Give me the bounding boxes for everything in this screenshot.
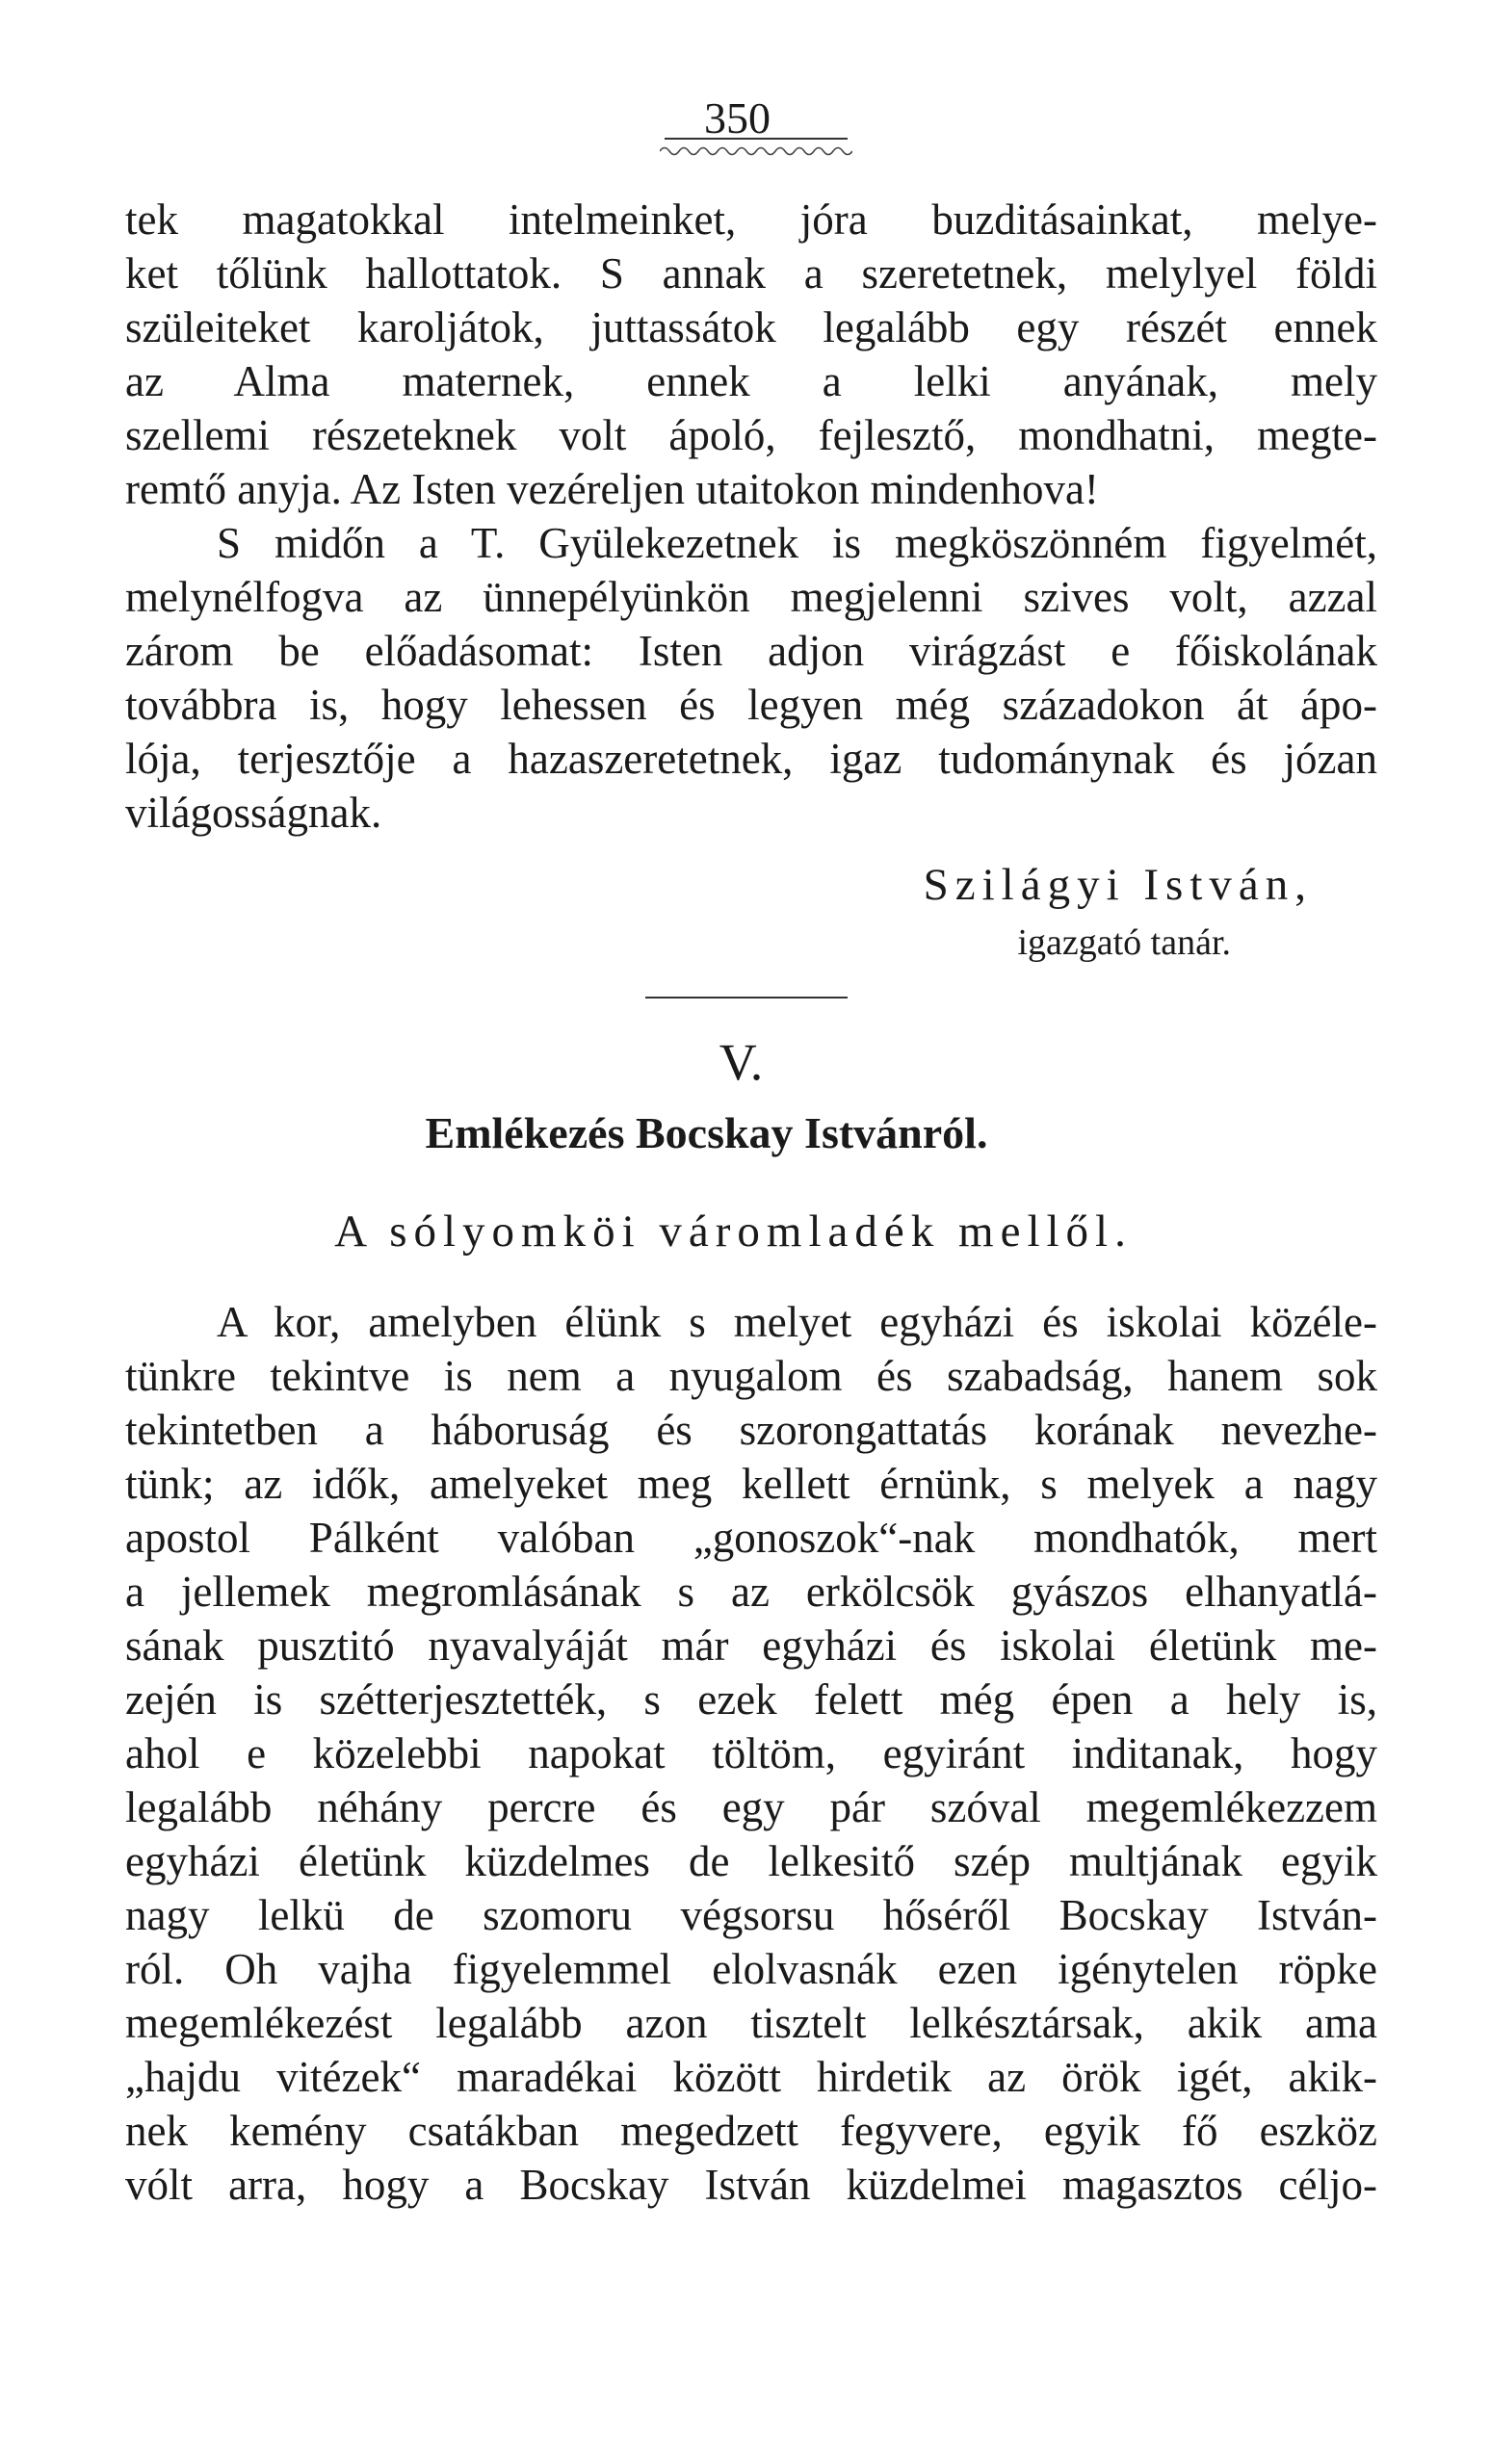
page-number-underline [665,138,848,140]
text-line: remtő anyja. Az Isten vezéreljen utaitokon mindenhova! [125,465,1099,513]
section-divider [645,997,848,999]
text-line: egyházi életünk küzdelmes de lelkesitő szép multjának egyik [125,1837,1377,1885]
text-line: legalább néhány percre és egy pár szóval megemlékezzem [125,1783,1377,1831]
text-line: melynélfogva az ünnepélyünkön megjelenni szives volt, azzal [125,573,1377,621]
text-line: A kor, amelyben élünk s melyet egyházi és iskolai közéle- [217,1298,1377,1346]
text-line: tek magatokkal intelmeinket, jóra buzditásainkat, melye- [125,195,1377,244]
text-line: világosságnak. [125,789,382,837]
text-line: nek kemény csatákban megedzett fegyvere, egyik fő eszköz [125,2107,1377,2155]
text-line: továbbra is, hogy lehessen és legyen még századokon át ápo- [125,681,1377,729]
signature-name: Szilágyi István, [923,860,1313,910]
text-line: nagy lelkü de szomoru végsorsu hőséről Bocskay István- [125,1891,1377,1939]
text-line: tünkre tekintve is nem a nyugalom és szabadság, hanem sok [125,1352,1377,1400]
text-line: apostol Pálként valóban „gonoszok“-nak mondhatók, mert [125,1514,1377,1562]
page-number: 350 [704,93,771,143]
text-line: zárom be előadásomat: Isten adjon virágzást e főiskolának [125,627,1377,675]
section-subtitle: A sólyomköi váromladék mellől. [334,1206,1133,1257]
text-line: vólt arra, hogy a Bocskay István küzdelmei magasztos céljo- [125,2161,1377,2209]
text-line: tünk; az idők, amelyeket meg kellett érnünk, s melyek a nagy [125,1460,1377,1508]
text-line: a jellemek megromlásának s az erkölcsök gyászos elhanyatlá- [125,1568,1377,1616]
wavy-ornament [660,144,852,158]
text-line: sának pusztitó nyavalyáját már egyházi és iskolai életünk me- [125,1621,1377,1670]
text-line: zején is szétterjesztették, s ezek felett még épen a hely is, [125,1675,1377,1724]
section-numeral: V. [719,1033,764,1091]
text-line: szellemi részeteknek volt ápoló, fejlesztő, mondhatni, megte- [125,411,1377,459]
text-line: ról. Oh vajha figyelemmel elolvasnák ezen igénytelen röpke [125,1945,1377,1993]
text-line: az Alma maternek, ennek a lelki anyának, mely [125,357,1377,405]
text-line: ket tőlünk hallottatok. S annak a szeretetnek, melylyel földi [125,249,1377,298]
text-line: „hajdu vitézek“ maradékai között hirdetik az örök igét, akik- [125,2053,1377,2101]
signature-title: igazgató tanár. [1017,922,1231,963]
text-line: megemlékezést legalább azon tisztelt lelkésztársak, akik ama [125,1999,1377,2047]
text-line: S midőn a T. Gyülekezetnek is megköszönném figyelmét, [217,519,1377,567]
text-line: ahol e közelebbi napokat töltöm, egyiránt inditanak, hogy [125,1729,1377,1777]
section-title: Emlékezés Bocskay Istvánról. [425,1108,988,1157]
text-line: tekintetben a háboruság és szorongattatás korának nevezhe- [125,1406,1377,1454]
text-line: szüleiteket karoljátok, juttassátok legalább egy részét ennek [125,303,1377,351]
text-line: lója, terjesztője a hazaszeretetnek, igaz tudománynak és józan [125,735,1377,783]
